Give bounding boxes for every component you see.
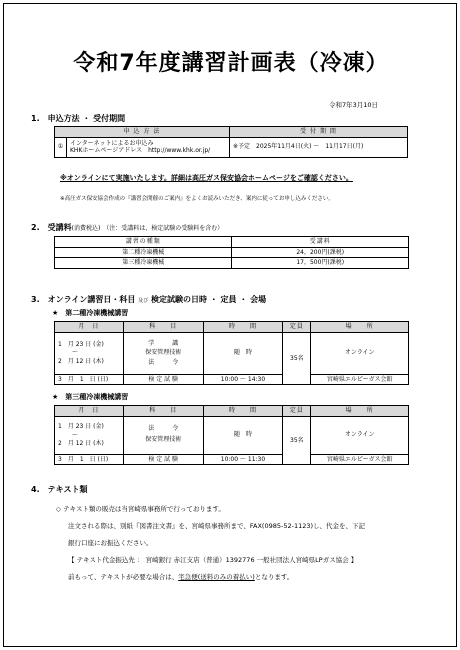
th-capacity: 定員 <box>283 406 311 417</box>
section-2-tax: (消費税込) <box>71 225 101 232</box>
text-fragment: となります。 <box>254 573 294 581</box>
course-fee: 24，200円(課税) <box>232 247 409 258</box>
section-3-title-b: 検定試験の日時 ・ 定員 ・ 会場 <box>150 295 267 304</box>
th-course-type: 講習の種類 <box>55 237 232 248</box>
text-info <box>56 501 365 586</box>
th-place: 場 所 <box>311 322 409 333</box>
th-method: 申 込 方 法 <box>55 127 230 138</box>
exam-date: 3 月 1 日 (日) <box>55 454 124 465</box>
course-3-label: ★ 第三種冷凍機械講習 <box>52 393 129 401</box>
lecture-dates <box>55 332 124 374</box>
th-place: 場 所 <box>311 406 409 417</box>
lecture-subjects <box>123 332 203 374</box>
application-table <box>54 126 408 158</box>
fee-row <box>55 247 409 258</box>
th-date: 月 日 <box>55 406 124 417</box>
text-line <box>56 569 365 586</box>
subject: 保安管理技術 <box>145 436 182 443</box>
page-title: 令和7年度講習計画表（冷凍） <box>73 51 389 76</box>
fee-row <box>55 258 409 269</box>
course-type: 第三種冷凍機械 <box>55 258 232 269</box>
course-3-table <box>54 405 409 465</box>
section-3-heading <box>31 295 266 305</box>
delivery-method: 宅急便(送料のみの着払い) <box>178 573 255 581</box>
course-2-label: ★ 第二種冷凍機械講習 <box>52 309 129 317</box>
section-3-conj: 及び <box>138 298 149 304</box>
exam-place: 宮崎県エルピーガス会館 <box>311 374 409 385</box>
period-cell: ※予定 2025年11月4日(火) ～ 11月17日(月) <box>230 137 408 157</box>
section-4-heading: 4. テキスト類 <box>31 485 88 494</box>
method-cell <box>67 137 230 157</box>
subject: 保安管理技術 <box>145 349 182 357</box>
section-2-heading <box>31 223 223 233</box>
exam-time: 10:00 ～ 14:30 <box>203 374 283 385</box>
section-1-heading: 1. 申込方法 ・ 受付期間 <box>31 114 126 123</box>
subject: 法 令 <box>148 425 179 433</box>
issue-date: 令和7年3月10日 <box>328 101 378 109</box>
th-subject: 科 目 <box>123 406 203 417</box>
application-note: ※高圧ガス保安協会作成の『講習会開催のご案内』をよくお読みいただき、案内に従ってお申し込みください。 <box>60 196 334 202</box>
lecture-subjects <box>123 416 203 454</box>
th-capacity: 定員 <box>283 322 311 333</box>
end-date: 2 月 12 日 (木) <box>58 439 104 447</box>
course-fee: 17，500円(課税) <box>232 258 409 269</box>
range-tilde: ～ <box>72 349 79 357</box>
th-time: 時 間 <box>203 322 283 333</box>
th-date: 月 日 <box>55 322 124 333</box>
course-type: 第二種冷凍機械 <box>55 247 232 258</box>
th-subject: 科 目 <box>123 322 203 333</box>
section-2-title: 2. 受講料 <box>31 223 72 232</box>
start-date: 1 月 23 日 (金) <box>58 423 104 430</box>
subject: 法 令 <box>148 358 179 366</box>
text-line: ◇ テキスト類の販売は当宮崎県事務所で行っております。 <box>56 505 225 513</box>
fee-table <box>54 236 409 269</box>
range-tilde: ～ <box>72 431 79 439</box>
lecture-place: オンライン <box>311 416 409 454</box>
capacity: 35名 <box>283 332 311 385</box>
lecture-dates <box>55 416 124 454</box>
start-date: 1 月 23 日 (金) <box>58 340 104 348</box>
bank-account-line: 【 テキスト代金振込先 ： 宮崎銀行 赤江支店（普通）1392776 一般社団法人宮崎県LPガス協会 】 <box>68 556 358 564</box>
section-3-title-a: 3. オンライン講習日・科目 <box>31 295 136 304</box>
th-fee: 受講料 <box>232 237 409 248</box>
exam-subject: 検 定 試 験 <box>123 374 203 385</box>
end-date: 2 月 12 日 (木) <box>58 357 104 365</box>
capacity: 35名 <box>283 416 311 465</box>
document-page <box>3 3 457 647</box>
exam-subject: 検 定 試 験 <box>123 454 203 465</box>
exam-time: 10:00 ～ 11:30 <box>203 454 283 465</box>
method-line-1: インターネットによるお申込み <box>70 139 154 147</box>
section-2-note: （注：受講料は、検定試験の受験料を含む） <box>103 225 224 232</box>
lecture-time: 随 時 <box>203 416 283 454</box>
text-line: 銀行口座にお振込ください。 <box>68 539 153 547</box>
lecture-place: オンライン <box>311 332 409 374</box>
online-notice: ※オンラインにて実施いたします。詳細は高圧ガス保安協会ホームページをご確認ください。 <box>60 174 353 182</box>
row-number: ① <box>55 137 67 157</box>
course-2-table <box>54 321 409 385</box>
subject: 学 識 <box>148 339 179 347</box>
method-line-2: KHKホームページアドレス http://www.khk.or.jp/ <box>70 147 211 154</box>
th-period: 受 付 期 間 <box>230 127 408 138</box>
text-line: 注文される際は、別紙『図書注文書』を、宮崎県事務所まで、FAX(0985-52-1123)し、代金を、下記 <box>68 522 366 530</box>
th-time: 時 間 <box>203 406 283 417</box>
exam-place: 宮崎県エルピーガス会館 <box>311 454 409 465</box>
lecture-time: 随 時 <box>203 332 283 374</box>
exam-date: 3 月 1 日 (日) <box>55 374 124 385</box>
text-fragment: 前もって、テキストが必要な場合は、 <box>68 573 179 581</box>
